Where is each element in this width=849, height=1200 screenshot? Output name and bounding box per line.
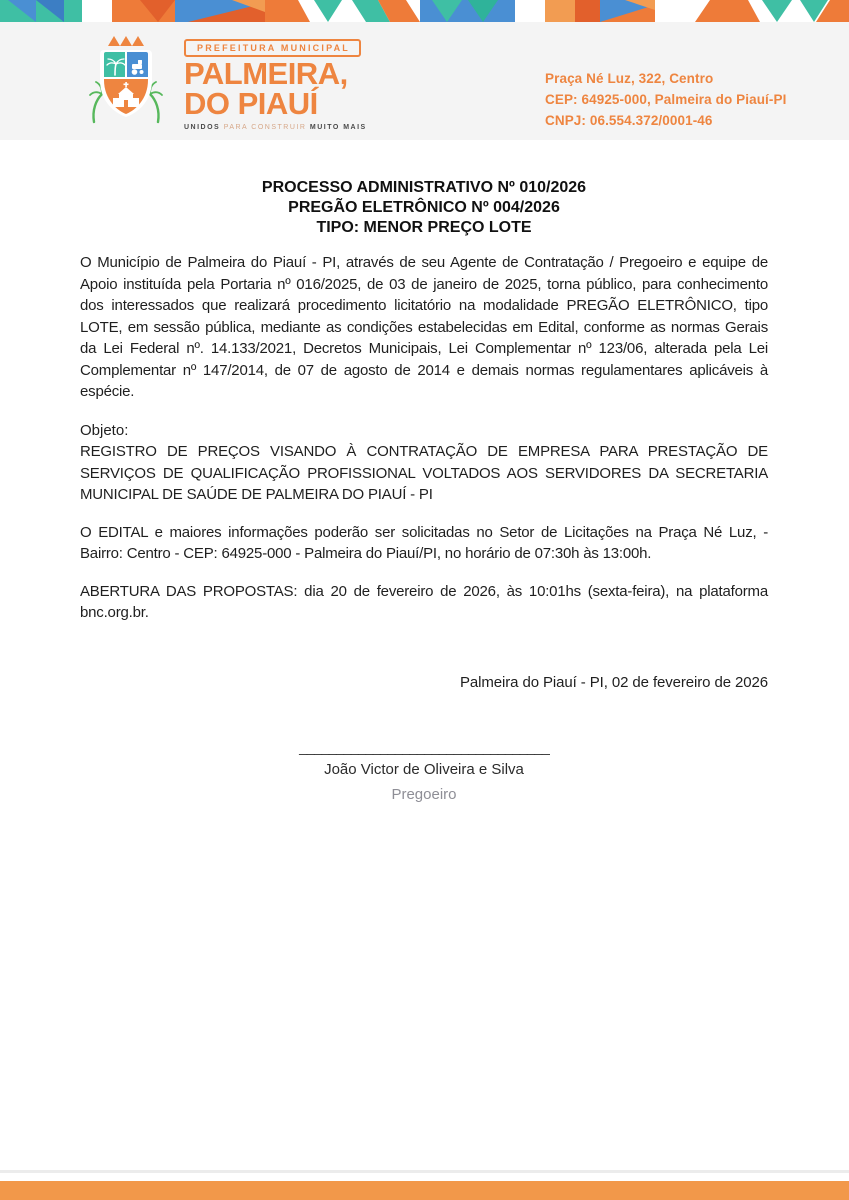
tagline-part-2: PARA CONSTRUIR bbox=[223, 124, 307, 131]
prefeitura-badge: PREFEITURA MUNICIPAL bbox=[184, 39, 361, 57]
footer-orange-bar bbox=[0, 1181, 849, 1200]
title-pregao: PREGÃO ELETRÔNICO Nº 004/2026 bbox=[288, 199, 560, 216]
object-paragraph: REGISTRO DE PREÇOS VISANDO À CONTRATAÇÃO DE EMPRESA PARA PRESTAÇÃO DE SERVIÇOS DE QUALIFICAÇÃO PROFISSIONAL VOLTADOS AOS SERVIDORES DA SECRETARIA MUNICIPAL DE SAÚDE DE PALMEIRA DO PIAUÍ - PI bbox=[80, 443, 768, 503]
city-name-line-2: DO PIAUÍ bbox=[184, 86, 318, 121]
city-crest-icon bbox=[76, 32, 176, 136]
tagline-part-3: MUITO MAIS bbox=[309, 124, 367, 131]
abertura-paragraph: ABERTURA DAS PROPOSTAS: dia 20 de fevereiro de 2026, às 10:01hs (sexta-feira), na plataforma bnc.org.br. bbox=[80, 582, 768, 621]
city-name-line-1: PALMEIRA, bbox=[184, 56, 348, 91]
footer-hairline bbox=[0, 1170, 849, 1173]
title-tipo: TIPO: MENOR PREÇO LOTE bbox=[316, 219, 532, 236]
address-cep: CEP: 64925-000, Palmeira do Piauí-PI bbox=[545, 92, 787, 107]
tagline-part-1: UNIDOS bbox=[184, 124, 221, 131]
intro-paragraph: O Município de Palmeira do Piauí - PI, através de seu Agente de Contratação / Pregoeiro e equipe de Apoio instituída pela Portaria nº 016/2025, de 03 de janeiro de 2025, torna público, para conhecimento dos interessados que realizará procedimento licitatório na modalidade PREGÃO ELETRÔNICO, tipo LOTE, em sessão pública, mediante as condições estabelecidas em Edital, conforme as normas Gerais da Lei Federal nº. 14.133/2021, Decretos Municipais, Lei Complementar nº 123/06, alterada pela Lei Complementar nº 147/2014, de 07 de agosto de 2014 e demais normas regulamentares aplicáveis à espécie. bbox=[80, 254, 768, 400]
object-label: Objeto: bbox=[80, 421, 129, 439]
address-cnpj: CNPJ: 06.554.372/0001-46 bbox=[545, 113, 713, 128]
signature-role: Pregoeiro bbox=[391, 785, 457, 803]
signature-name: João Victor de Oliveira e Silva bbox=[324, 760, 524, 778]
signature-rule: __________________________________ bbox=[299, 738, 549, 756]
document-content bbox=[0, 178, 849, 803]
signature-block bbox=[80, 739, 768, 803]
edital-paragraph: O EDITAL e maiores informações poderão ser solicitadas no Setor de Licitações na Praça Né Luz, - Bairro: Centro - CEP: 64925-000 - Palmeira do Piauí/PI, no horário de 07:30h às 13:00h. bbox=[80, 523, 768, 562]
letterhead bbox=[0, 22, 849, 140]
header-address-block bbox=[545, 68, 786, 131]
date-line: Palmeira do Piauí - PI, 02 de fevereiro de 2026 bbox=[460, 673, 768, 691]
document-title bbox=[80, 178, 768, 238]
decorative-top-strip bbox=[0, 0, 849, 22]
title-processo: PROCESSO ADMINISTRATIVO Nº 010/2026 bbox=[261, 179, 587, 196]
logo-wordmark bbox=[184, 38, 367, 131]
address-street: Praça Né Luz, 322, Centro bbox=[545, 71, 714, 86]
logo-tagline bbox=[184, 124, 367, 131]
